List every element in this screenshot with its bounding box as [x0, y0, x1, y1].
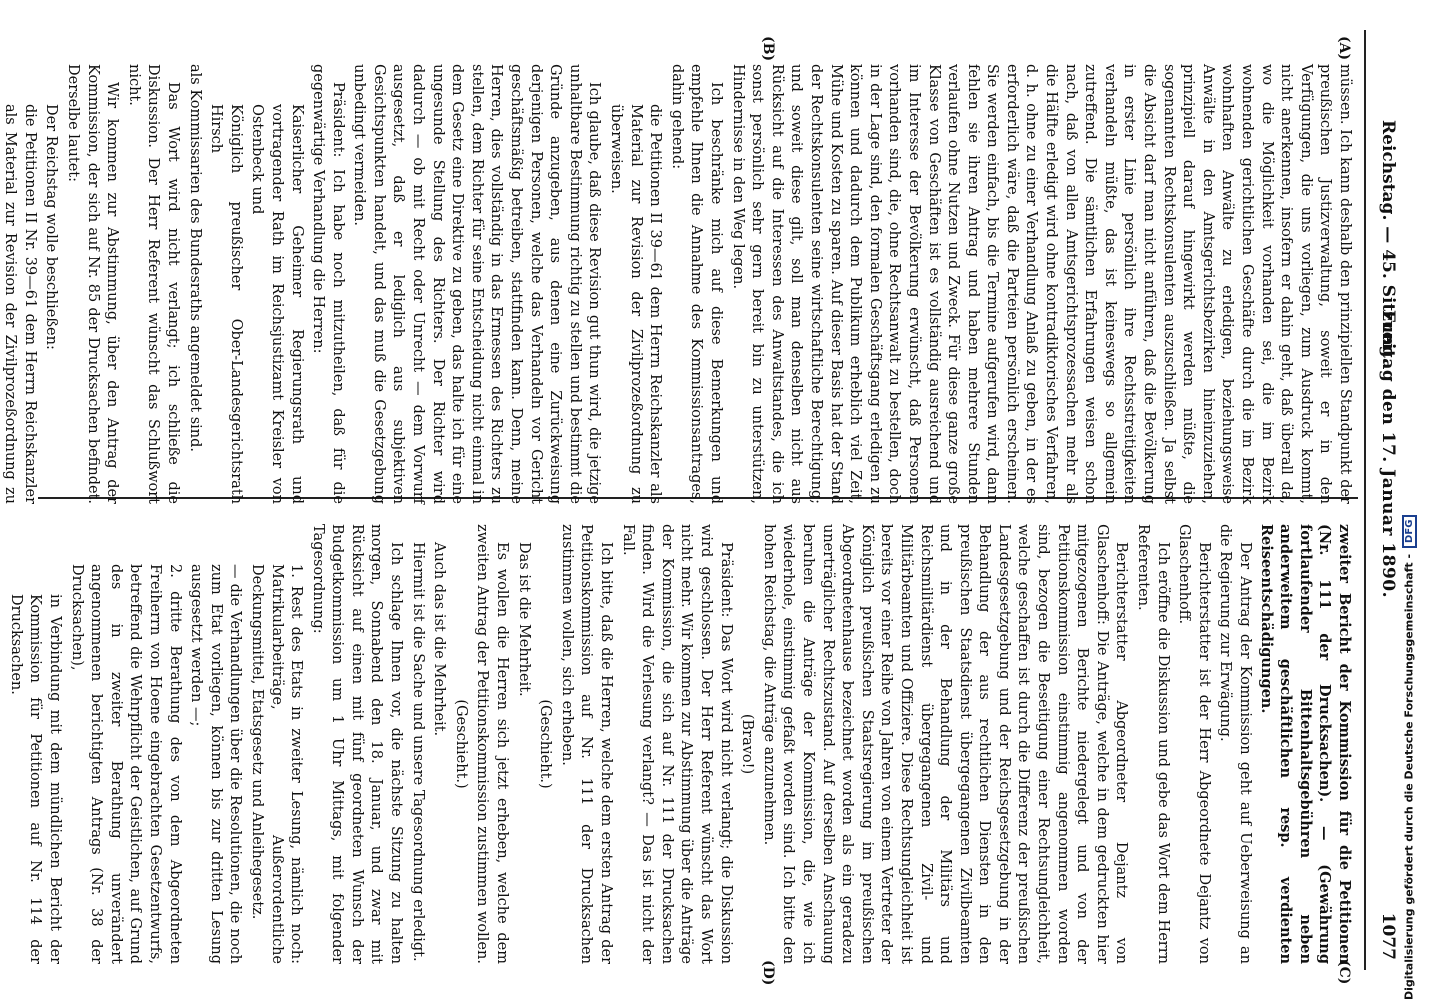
paragraph: Ich bitte, daß die Herren, welche dem ersten Antrag der Petitionskommission auf Nr. 111 der Drucksachen zustimmen wollen, sich erheben. [558, 524, 615, 964]
president-statement: Präsident: Das Wort wird nicht verlangt; die Diskussion wird geschlossen. Der Herr Referent wünscht das Wort nicht mehr. Wir kommen zur Abstimmung über die Anträge der Kommission, die sich auf Nr. 111 der Drucksachen finden. Wird die Verlesung verlangt? — Das ist nicht der Fall. [619, 524, 734, 964]
paragraph: Wir kommen zur Abstimmung, über den Antrag der Kommission, der sich auf Nr. 85 der Drucksachen befindet. Derselbe lautet: [65, 64, 121, 504]
page-number: 1077 [1378, 912, 1398, 960]
paragraph: Ich eröffne die Diskussion und gebe das Wort dem Herrn Referenten. [1135, 524, 1171, 964]
digitization-footer [1402, 515, 1417, 1000]
paragraph: Der Antrag der Kommission geht auf Ueberweisung an die Regierung zur Erwägung. [1217, 524, 1254, 964]
motion-heading: Der Reichstag wolle beschließen: [43, 104, 60, 350]
margin-marker-a: (A) [1336, 36, 1352, 61]
agenda-note: in Verbindung mit dem mündlichen Bericht der Kommission für Petitionen auf Nr. 114 der Drucksachen. [7, 594, 63, 964]
left-column [0, 64, 1354, 504]
header-session: Reichstag. — 45. Sitzung. [1378, 120, 1398, 364]
header-rule [1364, 30, 1366, 970]
margin-marker-d: (D) [760, 960, 776, 986]
paragraph: Das ist die Mehrheit. [515, 542, 532, 697]
running-head [1368, 30, 1398, 970]
paragraph: Es wollen die Herren sich jetzt erheben, welche dem zweiten Antrag der Petitionskommission zustimmen wollen. [474, 524, 511, 964]
paragraph: als Kommissarien des Bundesraths angemeldet sind. [186, 64, 203, 453]
president-statement: Präsident: Ich habe noch mitzutheilen, daß für die gegenwärtige Verhandlung die Herren: [310, 64, 346, 504]
motion-text: die Petitionen II 39—61 dem Herrn Reichskanzler als Material zur Revision der Zivilprozeßordnung zu überweisen. [608, 104, 664, 504]
margin-marker-b: (B) [760, 36, 776, 62]
paragraph: Ich beschränke mich auf diese Bemerkungen und empfehle Ihnen die Annahme des Kommissionsantrages, dahin gehend: [668, 64, 724, 504]
commissioner-name: Kaiserlicher Geheimer Regierungsrath und vortragender Rath im Reichsjustizamt Kreisler von Ostenbeck und [249, 104, 305, 504]
paragraph: Hiermit ist die Sache und unsere Tagesordnung erledigt. [409, 542, 426, 962]
agenda-note: — die Verhandlungen über die Resolutionen, die noch zum Etat vorliegen, können bis zur dritten Lesung ausgesetzt werden —; [188, 564, 244, 964]
speech: Berichterstatter Abgeordneter Dejantz von Glaschenhoff: Die Anträge, welche in dem gedruckten hier mitgezogenen Berichte niedergelegt und von der Petitionskommission einstimmig angenommen worden sind, bezogen die Beseitigung einer Rechtsungleichheit, welche geschaffen ist durch die Differenz der preußischen Landesgesetzgebung und der Reichsgesetzgebung in der Behandlung der aus rechtlichen Diensten in den preußischen Staatsdienst übergegangenen Zivilbeamten und in der Behandlung der Militärs und Reichsmilitärdienst übergegangenen Zivil- und Militärbeamten und Offiziere. Diese Rechtsungleichheit ist bereits vor einer Reihe von Jahren von einem Vertreter der Königlich preußischen Staatsregierung im preußischen Abgeordnetenhause bezeichnet worden als ein geradezu unerträglicher Rechtszustand. Auf derselben Anschauung beruhen die Anträge der Kommission, die, wie ich wiederhole, einstimmig gefaßt worden sind. Ich bitte den hohen Reichstag, die Anträge anzunehmen. [760, 524, 1130, 964]
rotated-page [2, 0, 1416, 1000]
paragraph: Ich schlage Ihnen vor, die nächste Sitzung zu halten morgen, Sonnabend den 18. Januar, und zwar mit Rücksicht auf einen mit fünf geordneten Wunsch der Budgetkommission um 1 Uhr Mittags, mit folgender Tagesordnung: [309, 524, 405, 964]
agenda-point: 2. dritte Berathung des von dem Abgeordneten Freiherrn von Hoene eingebrachten Gesetzentwurfs, betreffend die Wehrpflicht der Geistlichen, auf Grund des in zweiter Berathung unverändert angenommenen berichtigten Antrags (Nr. 38 der Drucksachen), [68, 564, 183, 964]
paragraph: Das Wort wird nicht verlangt; ich schließe die Diskussion. Der Herr Referent wünscht das Schlußwort nicht. [125, 64, 181, 504]
dfg-logo: DFG [1402, 515, 1417, 548]
right-column [3, 524, 1354, 964]
header-date: Freitag den 17. Januar 1890. [1378, 310, 1398, 599]
stage-direction: (Bravo!) [739, 713, 756, 775]
footer-text: Digitalisierung gefördert durch die Deutsche Forschungsgemeinschaft - [1402, 553, 1416, 1000]
paragraph: müssen. Ich kann deshalb den prinzipiellen Standpunkt der preußischen Justizverwaltung, soweit er in den Verfügungen, die uns vorliegen, zum Ausdruck kommt, nicht anerkennen, insofern er dahin geht, daß überall da, wo die Möglichkeit vorhanden sei, die im Bezirk wohnenden gerichtlichen Geschäfte durch die im Bezirk wohnhaften Anwälte zu erledigen, beziehungsweise Anwälte in den Amtsgerichtsbezirken hineinzuziehen, prinzipiell darauf hingewirkt werden müßte, die sogenannten Rechtskonsulenten auszuschließen. Ja selbst die Absicht darf man nicht anführen, daß die Bevölkerung in erster Linie persönlich ihre Rechtsstreitigkeiten verhandeln müßte, das ist keineswegs so allgemein zutreffend. Die sämtlichen Erfahrungen weisen schon nach, daß von allen Amtsgerichtsprozessachen mehr als die Hälfte erledigt wird ohne kontradiktorisches Verfahren, d. h. ohne zu einer Verhandlung Anlaß zu geben, in der es erforderlich wäre, daß die Parteien persönlich erscheinen. Sie werden einfach, bis die Termine aufgerufen wird, dann fehlen sie ihren Antrag und haben mehrere Stunden verlaufen ohne Nutzen und Zweck. Für diese ganze große Klasse von Geschäften ist es vollständig ausreichend und im Interesse der Bevölkerung erwünscht, daß Personen vorhanden sind, die, ohne Rechtsanwalt zu bestellen, doch in der Lage sind, den formalen Geschäftsgang erledigen zu können und dadurch dem Publikum erheblich viel Zeit, Mühe und Kosten zu sparen. Auf dieser Basis hat der Stand der Rechtskonsulenten seine wirtschaftliche Berechtigung; und soweit diese gilt, soll man denselben nicht aus Rücksicht auf die Interessen des Anwaltstandes, die ich sonst persönlich sehr gern bereit bin zu unterstützen, Hindernisse in den Weg legen. [729, 64, 1353, 504]
motion-text: die Petitionen II Nr. 39—61 dem Herrn Reichskanzler als Material zur Revision der Zivilprozeßordnung zu [2, 104, 38, 504]
agenda-item-title: zweiter Bericht der Kommission für die Petitionen (Nr. 111 der Drucksachen). — (Gewährung fortlaufender Bittenhaltsgebühren neben anderweitem geschäftlichen resp. verdienten Reiseentschädigungen. [1257, 524, 1353, 964]
paragraph: Auch das ist die Mehrheit. [431, 542, 448, 737]
commissioner-name: Königlich preußischer Ober-Landesgerichtsrath Hirsch [208, 104, 244, 504]
paragraph: Berichterstatter ist der Herr Abgeordnete Dejantz von Glaschenhoff. [1176, 524, 1212, 964]
stage-direction: (Geschieht.) [452, 699, 469, 789]
paragraph: Ich glaube, daß diese Revision gut thun wird, die jetzige unhaltbare Bestimmung richtig zu stellen und bestimmt die Gründe anzugeben, aus denen eine Zurückweisung derjenigen Personen, welche das Verhandeln vor Gericht geschäftsmäßig betreiben, stattfinden kann. Denn, meine Herren, dies vollständig in das Ermessen des Richters zu stellen, dem Richter für seine Entscheidung nicht einmal in dem Gesetz eine Direktive zu geben, das halte ich für eine ungesunde Stellung des Richters. Der Richter wird dadurch — ob mit Recht oder Unrecht — dem Vorwurf ausgesetzt, daß er lediglich aus subjektiven Gesichtspunkten handelt, und das muß die Gesetzgebung unbedingt vermeiden. [351, 64, 603, 504]
margin-marker-c: (C) [1336, 960, 1352, 985]
agenda-point: 1. Rest des Etats in zweiter Lesung, nämlich noch: Matrikularbeiträge, Außerordentliche Deckungsmittel, Etatsgesetz und Anleihegesetz. [248, 564, 305, 964]
stage-direction: (Geschieht.) [537, 699, 554, 789]
